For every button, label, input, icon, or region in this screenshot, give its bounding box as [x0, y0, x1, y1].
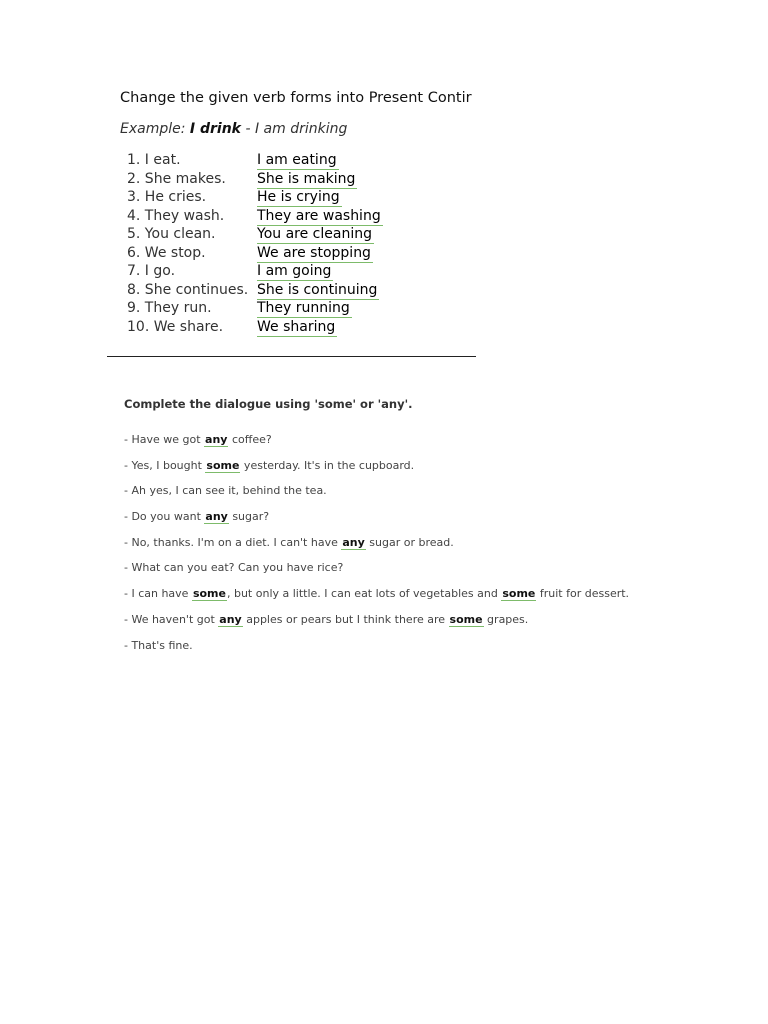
- dialogue-line: [124, 459, 629, 485]
- dialogue-list: [124, 433, 629, 664]
- dialogue-line: [124, 561, 629, 587]
- dialogue-line: [124, 484, 629, 510]
- dialogue-text: sugar or bread.: [365, 535, 454, 549]
- verb-answer: She is making: [257, 170, 356, 187]
- example-prefix: Example:: [120, 121, 190, 137]
- dialogue-text: coffee?: [228, 433, 272, 446]
- answer-word: some: [502, 587, 536, 601]
- dialogue-text: - Yes, I bought: [124, 458, 206, 472]
- dialogue-text: - I can have: [124, 587, 192, 601]
- exercise2-title: Complete the dialogue using 'some' or 'any'.: [124, 397, 413, 411]
- dialogue-text: - Ah yes, I can see it, behind the tea.: [124, 484, 327, 498]
- dialogue-text: , but only a little. I can eat lots of vegetables and: [226, 587, 502, 601]
- dialogue-text: grapes.: [483, 612, 529, 626]
- dialogue-text: - No, thanks. I'm on a diet. I can't have: [124, 535, 342, 549]
- dialogue-text: - Do you want: [124, 510, 205, 524]
- verb-question: 7. I go.: [127, 263, 176, 279]
- verb-question: 3. He cries.: [127, 189, 207, 205]
- dialogue-text: yesterday. It's in the cupboard.: [240, 458, 415, 472]
- verb-answer: I am eating: [257, 152, 337, 168]
- verb-answer: We sharing: [257, 318, 336, 335]
- dialogue-text: - We haven't got: [124, 612, 219, 626]
- verb-answer: They are washing: [257, 207, 381, 224]
- dialogue-text: apples or pears but I think there are: [242, 612, 449, 626]
- dialogue-line: [124, 613, 629, 639]
- divider: [107, 356, 476, 357]
- dialogue-line: [124, 587, 629, 613]
- answer-word: some: [206, 458, 240, 472]
- answer-word: some: [192, 587, 226, 601]
- dialogue-line: [124, 510, 629, 536]
- verb-answer: I am going: [257, 263, 332, 279]
- dialogue-text: - That's fine.: [124, 638, 193, 652]
- dialogue-line: [124, 536, 629, 562]
- verb-answer: He is crying: [257, 189, 340, 205]
- verb-answer: We are stopping: [257, 244, 371, 261]
- answer-word: any: [205, 433, 228, 446]
- example-rest: - I am drinking: [241, 121, 348, 137]
- answer-word: any: [219, 612, 242, 626]
- answer-word: some: [449, 612, 483, 626]
- dialogue-text: sugar?: [228, 510, 270, 524]
- dialogue-line: [124, 639, 629, 665]
- answer-word: any: [342, 535, 365, 549]
- verb-question: 8. She continues.: [127, 281, 249, 298]
- verb-question: 5. You clean.: [127, 226, 216, 242]
- example-line: [120, 121, 347, 137]
- dialogue-text: - Have we got: [124, 433, 205, 446]
- dialogue-line: [124, 433, 629, 459]
- verb-question: 10. We share.: [127, 318, 224, 335]
- verb-question: 6. We stop.: [127, 244, 206, 261]
- verb-question: 4. They wash.: [127, 207, 225, 224]
- exercise1-title: Change the given verb forms into Present Contir: [120, 90, 472, 106]
- dialogue-text: - What can you eat? Can you have rice?: [124, 561, 344, 575]
- verb-answer: They running: [257, 300, 350, 316]
- verb-question: 2. She makes.: [127, 170, 226, 187]
- answer-word: any: [205, 510, 228, 524]
- example-bold: I drink: [189, 121, 241, 137]
- dialogue-text: fruit for dessert.: [536, 587, 630, 601]
- verb-question: 1. I eat.: [127, 152, 181, 168]
- verb-answer: She is continuing: [257, 281, 378, 298]
- verb-question: 9. They run.: [127, 300, 212, 316]
- verb-answer: You are cleaning: [257, 226, 372, 242]
